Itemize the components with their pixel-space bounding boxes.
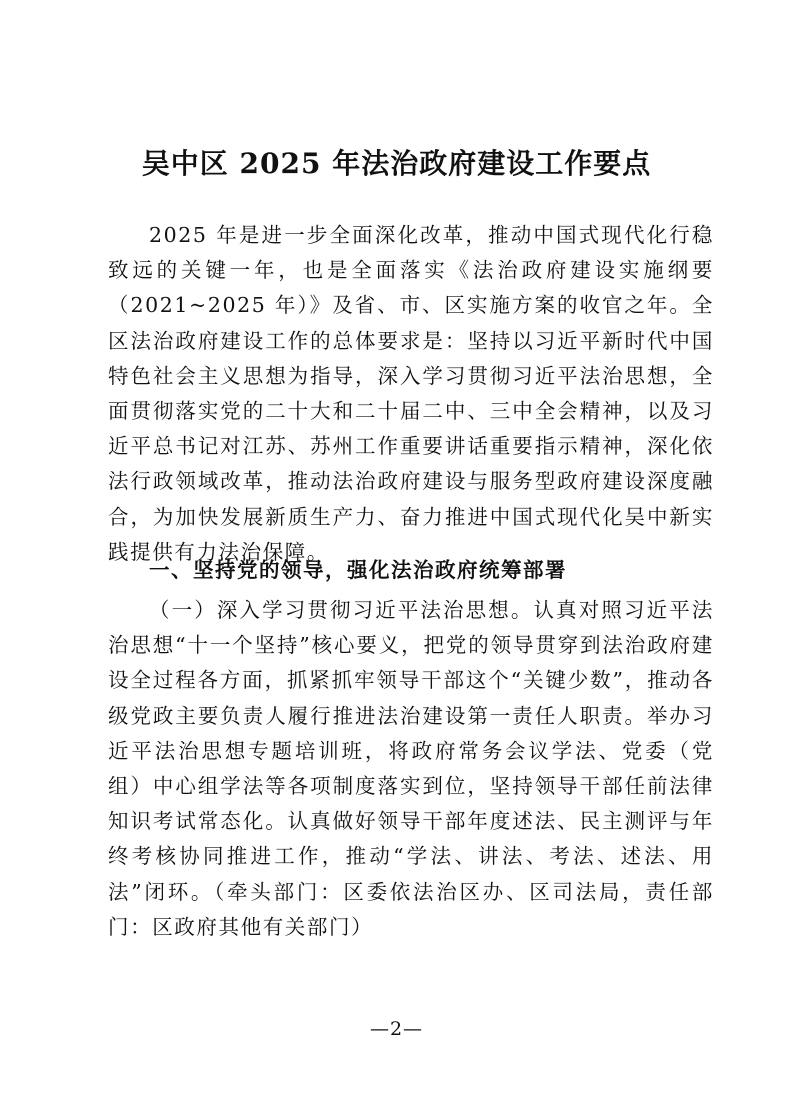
item-body: 认真对照习近平法治思想“十一个坚持”核心要义，把党的领导贯穿到法治政府建设全过程各方面，抓紧抓牢领导干部这个“关键少数”，推动各级党政主要负责人履行推进法治建设第一责任人职责。举办习近平法治思想专题培训班，将政府常务会议学法、党委（党组）中心组学法等各项制度落实到位，坚持领导干部任前法律知识考试常态化。认真做好领导干部年度述法、民主测评与年终考核协同推进工作，推动“学法、讲法、考法、述法、用法”闭环。（牵头部门：区委依法治区办、区司法局，责任部门：区政府其他有关部门） [108, 598, 714, 939]
document-title: 吴中区 2025 年法治政府建设工作要点 [141, 147, 652, 180]
section-heading: 一、坚持党的领导，强化法治政府统筹部署 [149, 558, 567, 582]
intro-paragraph: 2025 年是进一步全面深化改革，推动中国式现代化行稳致远的关键一年，也是全面落实《法治政府建设实施纲要（2021~2025 年）》及省、市、区实施方案的收官之年。全区法治政府建设工作的总体要求是：坚持以习近平新时代中国特色社会主义思想为指导，深入学习贯彻习近平法治思想，全面贯彻落实党的二十大和二十届二中、三中全会精神，以及习近平总书记对江苏、苏州工作重要讲话重要指示精神，深化依法行政领域改革，推动法治政府建设与服务型政府建设深度融合，为加快发展新质生产力、奋力推进中国式现代化吴中新实践提供有力法治保障。 [108, 223, 714, 564]
page-number: —2— [369, 1018, 424, 1040]
item-lead: （一）深入学习贯彻习近平法治思想。 [149, 598, 534, 622]
item-paragraph [108, 593, 714, 945]
